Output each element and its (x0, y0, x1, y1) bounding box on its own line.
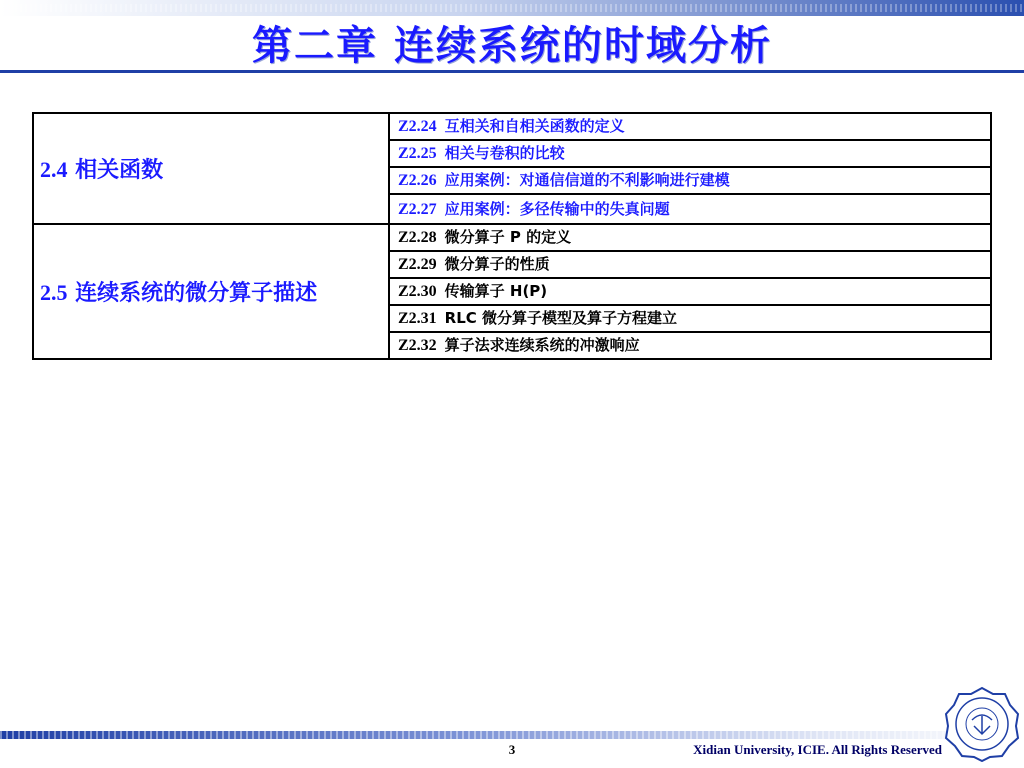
footer-copyright: Xidian University, ICIE. All Rights Reserved (693, 742, 942, 757)
topic-cell (389, 305, 991, 332)
topic-cell (389, 224, 991, 251)
topic-code: Z2.25 (398, 145, 437, 162)
topic-text: 微分算子的性质 (444, 255, 550, 273)
section-title: 相关函数 (75, 158, 164, 183)
topic-text: 应用案例：多径传输中的失真问题 (444, 199, 670, 218)
table-row (33, 113, 991, 140)
topic-text: 应用案例：对通信信道的不利影响进行建模 (444, 171, 730, 189)
xidian-university-seal-icon (944, 686, 1020, 762)
topic-code: Z2.24 (398, 118, 437, 135)
topic-code: Z2.27 (398, 200, 437, 218)
topic-code: Z2.26 (398, 172, 437, 189)
topic-cell (389, 194, 991, 224)
section-cell-2-4 (33, 113, 389, 224)
section-number: 2.4 (40, 157, 68, 182)
section-number: 2.5 (40, 280, 68, 305)
topic-code: Z2.31 (398, 310, 437, 327)
topic-cell (389, 140, 991, 167)
topic-code: Z2.29 (398, 256, 437, 273)
table-row (33, 224, 991, 251)
chapter-outline-table (32, 112, 992, 360)
section-cell-2-5 (33, 224, 389, 359)
topic-text: RLC 微分算子模型及算子方程建立 (444, 309, 678, 327)
title-rule (0, 70, 1024, 73)
topic-text: 传输算子 H(P) (444, 282, 548, 300)
topic-code: Z2.30 (398, 283, 437, 300)
topic-cell (389, 251, 991, 278)
section-title: 连续系统的微分算子描述 (75, 281, 318, 306)
page-number: 3 (508, 742, 516, 757)
slide-title: 第二章 连续系统的时域分析 (252, 23, 772, 69)
topic-text: 微分算子 P 的定义 (444, 228, 572, 246)
topic-cell (389, 167, 991, 194)
top-bar-stripes (0, 4, 1024, 12)
topic-text: 算子法求连续系统的冲激响应 (444, 336, 640, 354)
topic-cell (389, 113, 991, 140)
topic-code: Z2.32 (398, 337, 437, 354)
topic-text: 相关与卷积的比较 (444, 144, 565, 162)
topic-cell (389, 278, 991, 305)
topic-code: Z2.28 (398, 229, 437, 246)
topic-text: 互相关和自相关函数的定义 (444, 117, 625, 135)
bottom-bar-stripes (0, 731, 1024, 739)
topic-cell (389, 332, 991, 359)
